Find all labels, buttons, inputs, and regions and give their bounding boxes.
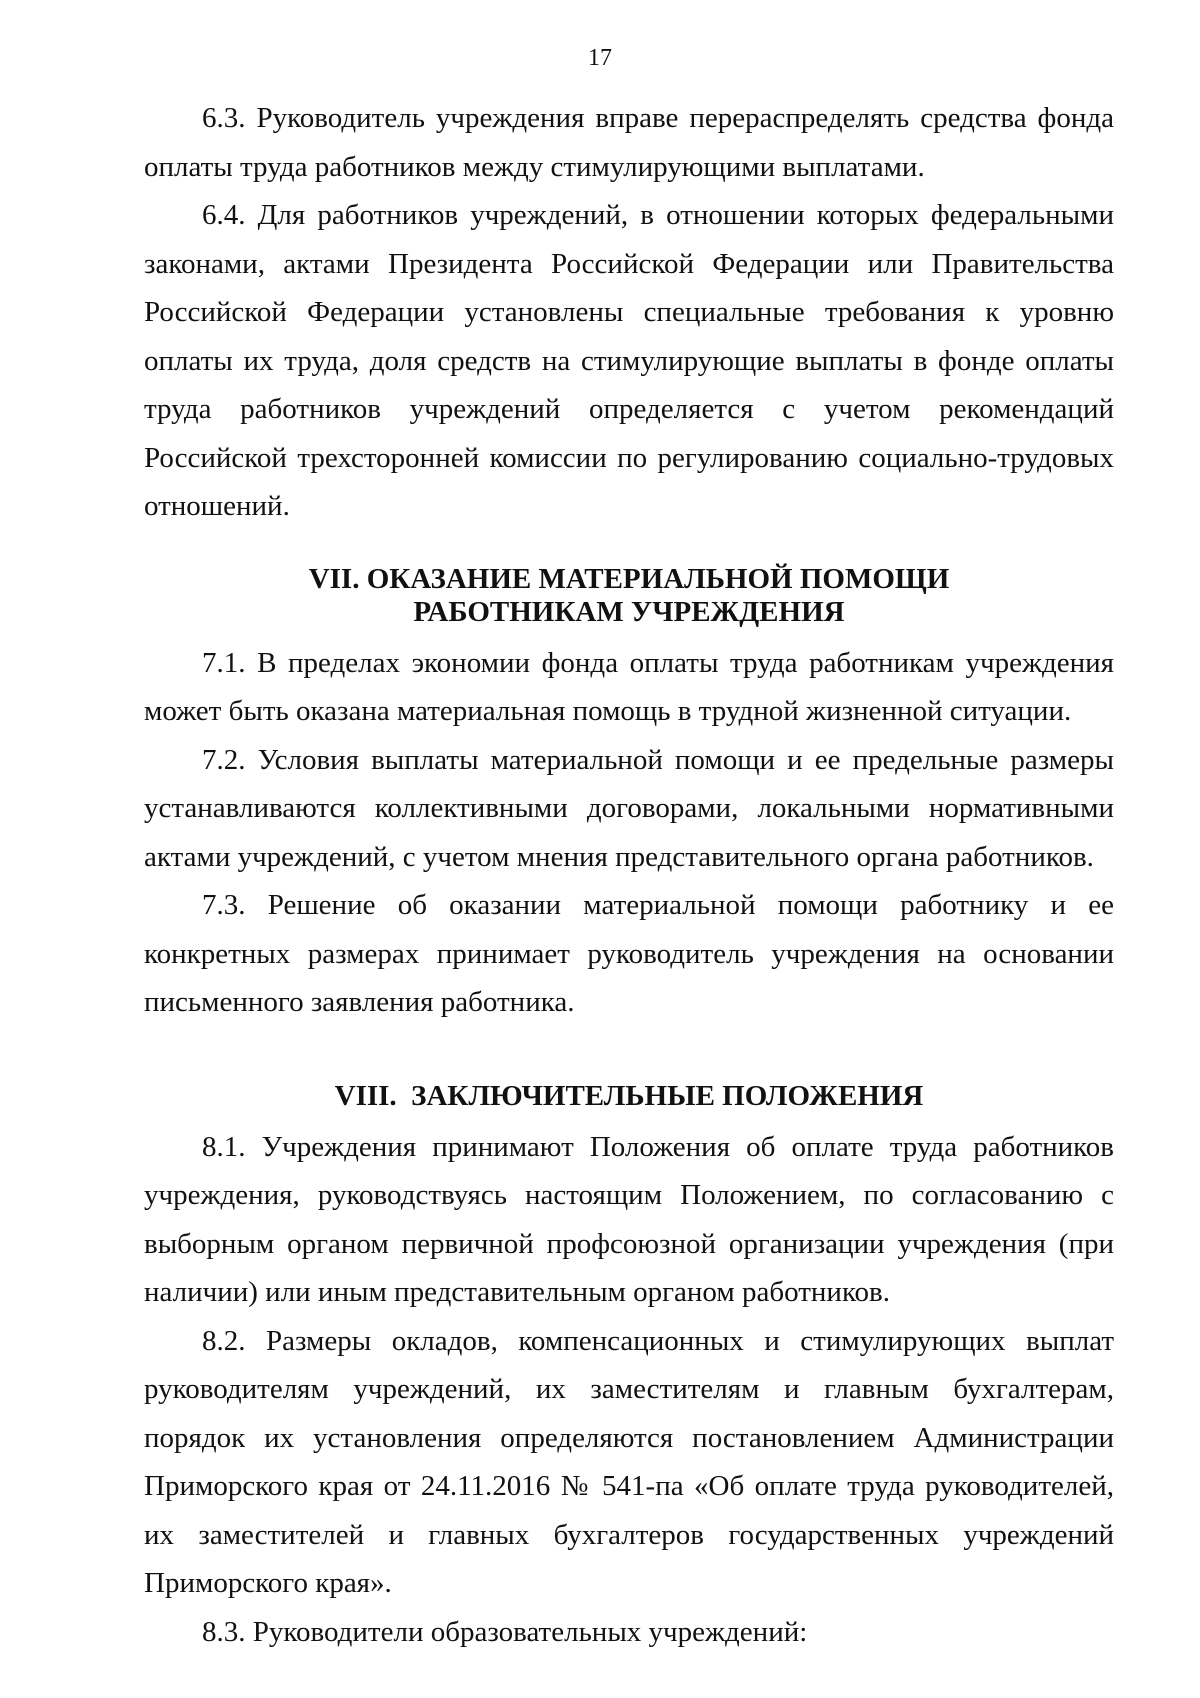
paragraph-8-2: 8.2. Размеры окладов, компенсационных и стимулирующих выплат руководителям учреждений, их заместителям и главным бухгалтерам, порядок их установления определяются постановлением Администрации Приморского края от 24.11.2016 № 541-па «Об оплате труда руководителей, их заместителей и главных бухгалтеров государственных учреждений Приморского края». [144, 1324, 1114, 1599]
section-8-heading: VIII. ЗАКЛЮЧИТЕЛЬНЫЕ ПОЛОЖЕНИЯ [334, 1079, 924, 1112]
document-body [144, 94, 1114, 1656]
paragraph-6-4: 6.4. Для работников учреждений, в отношении которых федеральными законами, актами Президента Российской Федерации или Правительства Российской Федерации установлены специальные требования к уровню оплаты их труда, доля средств на стимулирующие выплаты в фонде оплаты труда работников учреждений определяется с учетом рекомендаций Российской трехсторонней комиссии по регулированию социально-трудовых отношений. [144, 199, 1114, 522]
paragraph-7-3: 7.3. Решение об оказании материальной помощи работнику и ее конкретных размерах принимает руководитель учреждения на основании письменного заявления работника. [144, 889, 1114, 1018]
section-7-heading-line-2: РАБОТНИКАМ УЧРЕЖДЕНИЯ [413, 595, 845, 628]
page-number: 17 [588, 45, 612, 71]
paragraph-8-3: 8.3. Руководители образовательных учреждений: [202, 1615, 808, 1648]
paragraph-7-2: 7.2. Условия выплаты материальной помощи и ее предельные размеры устанавливаются коллективными договорами, локальными нормативными актами учреждений, с учетом мнения представительного органа работников. [144, 743, 1114, 873]
paragraph-7-1: 7.1. В пределах экономии фонда оплаты труда работникам учреждения может быть оказана материальная помощь в трудной жизненной ситуации. [144, 646, 1114, 727]
paragraph-6-3: 6.3. Руководитель учреждения вправе перераспределять средства фонда оплаты труда работников между стимулирующими выплатами. [144, 102, 1114, 183]
paragraph-8-1: 8.1. Учреждения принимают Положения об оплате труда работников учреждения, руководствуясь настоящим Положением, по согласованию с выборным органом первичной профсоюзной организации учреждения (при наличии) или иным представительным органом работников. [144, 1130, 1114, 1308]
section-7-heading [144, 563, 1114, 629]
section-7-heading-line-1: VII. ОКАЗАНИЕ МАТЕРИАЛЬНОЙ ПОМОЩИ [308, 562, 950, 595]
